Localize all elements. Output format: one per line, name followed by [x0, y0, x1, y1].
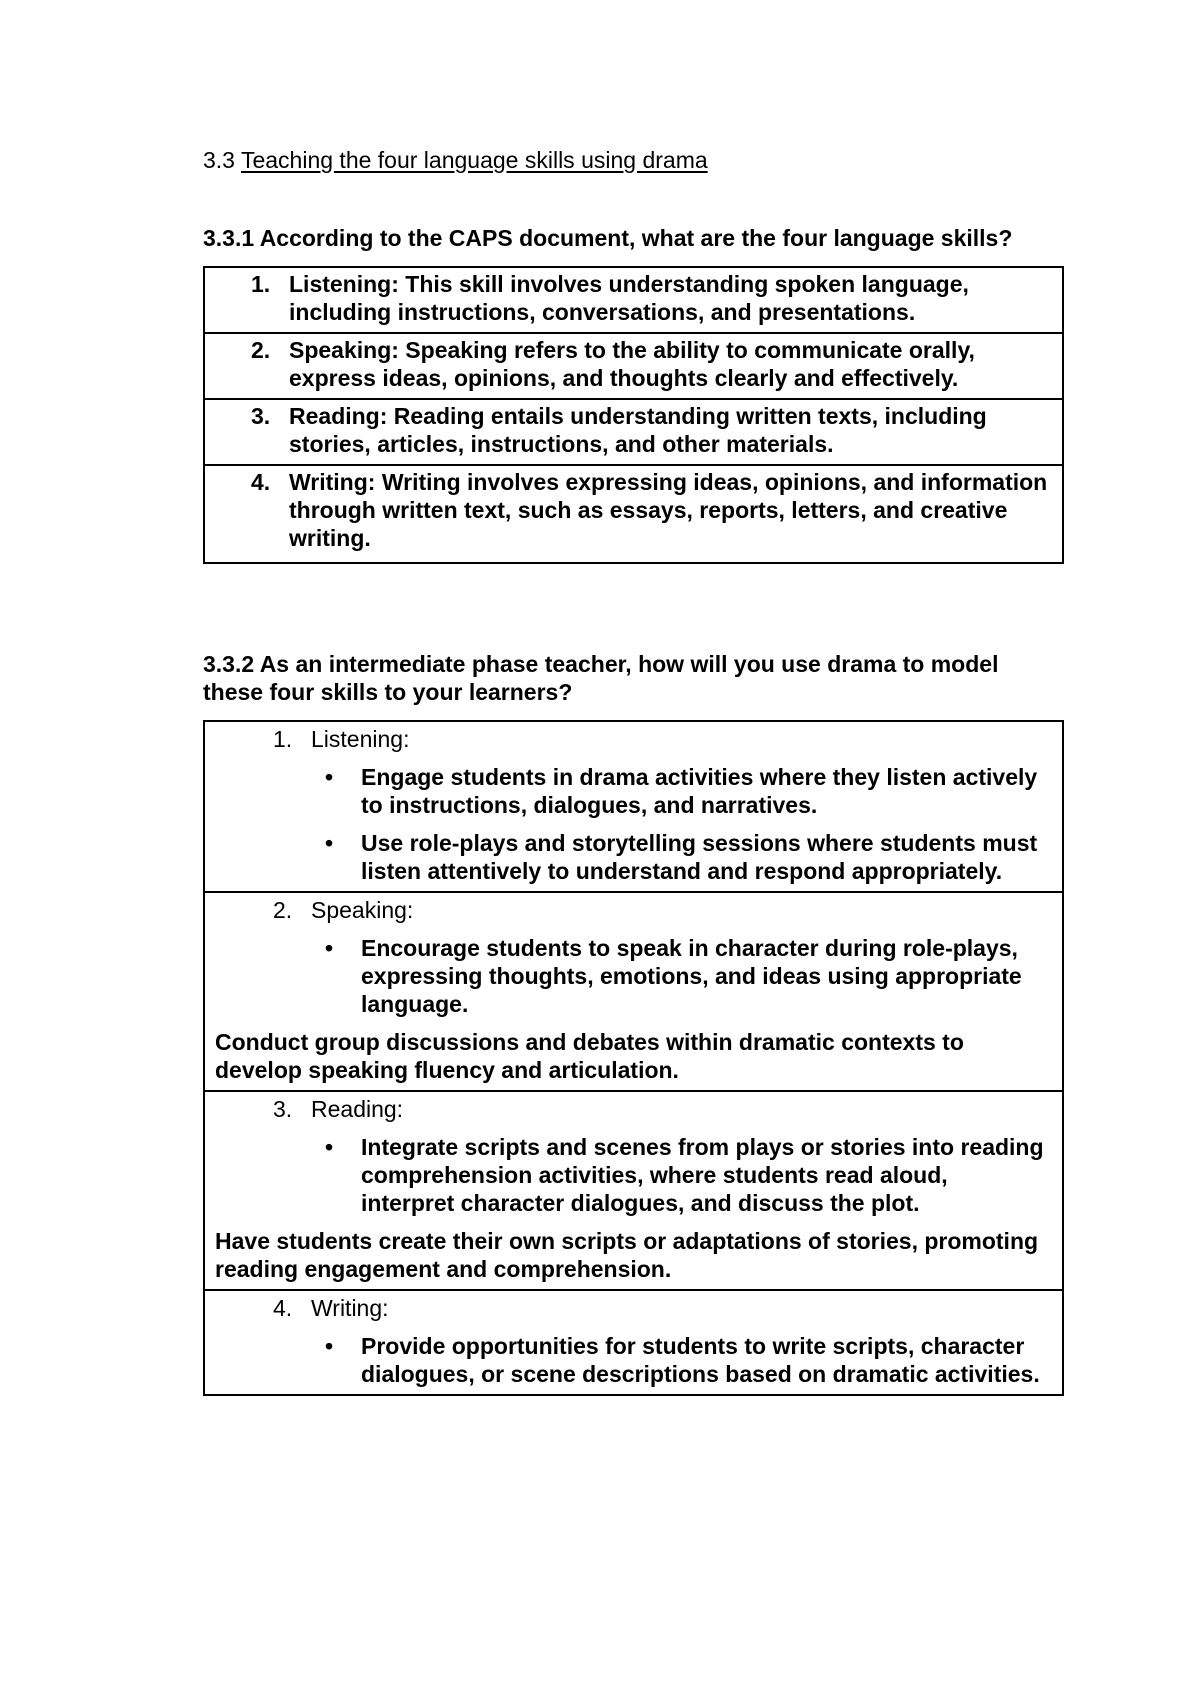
- bullet-text: Provide opportunities for students to write scripts, character dialogues, or scene descriptions based on dramatic activities.: [361, 1333, 1040, 1387]
- table-row: [204, 1091, 1063, 1290]
- table-cell: [204, 399, 1063, 465]
- skill-label: Listening:: [311, 726, 410, 752]
- item-number: 3.: [251, 403, 271, 429]
- table-row: [204, 267, 1063, 333]
- table-cell: [204, 465, 1063, 563]
- table-row: [204, 721, 1063, 892]
- skill-label: Reading:: [311, 1096, 404, 1122]
- bullet-icon: •: [325, 935, 334, 961]
- table-cell: [204, 1091, 1063, 1290]
- bullet-item: [205, 753, 1062, 819]
- bullet-icon: •: [325, 764, 334, 790]
- skill-paragraph: Conduct group discussions and debates within dramatic contexts to develop speaking fluency and articulation.: [215, 1029, 964, 1083]
- table-row: [204, 465, 1063, 563]
- bullet-icon: •: [325, 1134, 334, 1160]
- table-cell: [204, 721, 1063, 892]
- table-cell: [204, 333, 1063, 399]
- skill-heading: [205, 893, 1062, 924]
- table-row: [204, 399, 1063, 465]
- list-item: [205, 466, 1062, 562]
- bullet-item: [205, 819, 1062, 885]
- skill-number: 3.: [273, 1096, 293, 1122]
- skill-heading: [205, 722, 1062, 753]
- list-item: [205, 334, 1062, 398]
- section-title: Teaching the four language skills using drama: [240, 147, 708, 173]
- skill-label: Writing:: [311, 1295, 389, 1321]
- drama-skills-table: [203, 720, 1064, 1396]
- skill-heading: [205, 1291, 1062, 1322]
- skills-table: [203, 266, 1064, 564]
- bullet-text: Integrate scripts and scenes from plays or stories into reading comprehension activities, where students read aloud, interpret character dialogues, and discuss the plot.: [361, 1134, 1044, 1216]
- item-number: 2.: [251, 337, 271, 363]
- table-cell: [204, 1290, 1063, 1395]
- list-item: [205, 268, 1062, 332]
- skill-label: Speaking:: [311, 897, 414, 923]
- bullet-text: Encourage students to speak in character during role-plays, expressing thoughts, emotions, and ideas using appropriate language.: [361, 935, 1022, 1017]
- skill-number: 2.: [273, 897, 293, 923]
- skill-number: 1.: [273, 726, 293, 752]
- table-row: [204, 892, 1063, 1091]
- bullet-item: [205, 1322, 1062, 1388]
- list-item: [205, 400, 1062, 464]
- item-text: Writing: Writing involves expressing ideas, opinions, and information through written text, such as essays, reports, letters, and creative writing.: [289, 469, 1048, 551]
- skill-paragraph: Have students create their own scripts or adaptations of stories, promoting reading engagement and comprehension.: [215, 1228, 1039, 1282]
- item-text: Reading: Reading entails understanding written texts, including stories, articles, instructions, and other materials.: [289, 403, 987, 457]
- bullet-item: [205, 924, 1062, 1018]
- table-cell: [204, 267, 1063, 333]
- table-cell: [204, 892, 1063, 1091]
- bullet-text: Engage students in drama activities where they listen actively to instructions, dialogues, and narratives.: [361, 764, 1038, 818]
- bullet-item: [205, 1123, 1062, 1217]
- question-3-3-2: 3.3.2 As an intermediate phase teacher, how will you use drama to model these four skills to your learners?: [203, 651, 999, 705]
- bullet-icon: •: [325, 830, 334, 856]
- item-number: 4.: [251, 469, 271, 495]
- section-heading: [203, 146, 708, 174]
- section-number: 3.3: [203, 147, 235, 173]
- question-3-3-1: 3.3.1 According to the CAPS document, what are the four language skills?: [203, 225, 1013, 251]
- item-text: Speaking: Speaking refers to the ability to communicate orally, express ideas, opinions, and thoughts clearly and effectively.: [289, 337, 975, 391]
- bullet-icon: •: [325, 1333, 334, 1359]
- skill-heading: [205, 1092, 1062, 1123]
- table-row: [204, 1290, 1063, 1395]
- item-text: Listening: This skill involves understanding spoken language, including instructions, conversations, and presentations.: [289, 271, 969, 325]
- bullet-text: Use role-plays and storytelling sessions where students must listen attentively to understand and respond appropriately.: [361, 830, 1038, 884]
- table-row: [204, 333, 1063, 399]
- skill-number: 4.: [273, 1295, 293, 1321]
- item-number: 1.: [251, 271, 271, 297]
